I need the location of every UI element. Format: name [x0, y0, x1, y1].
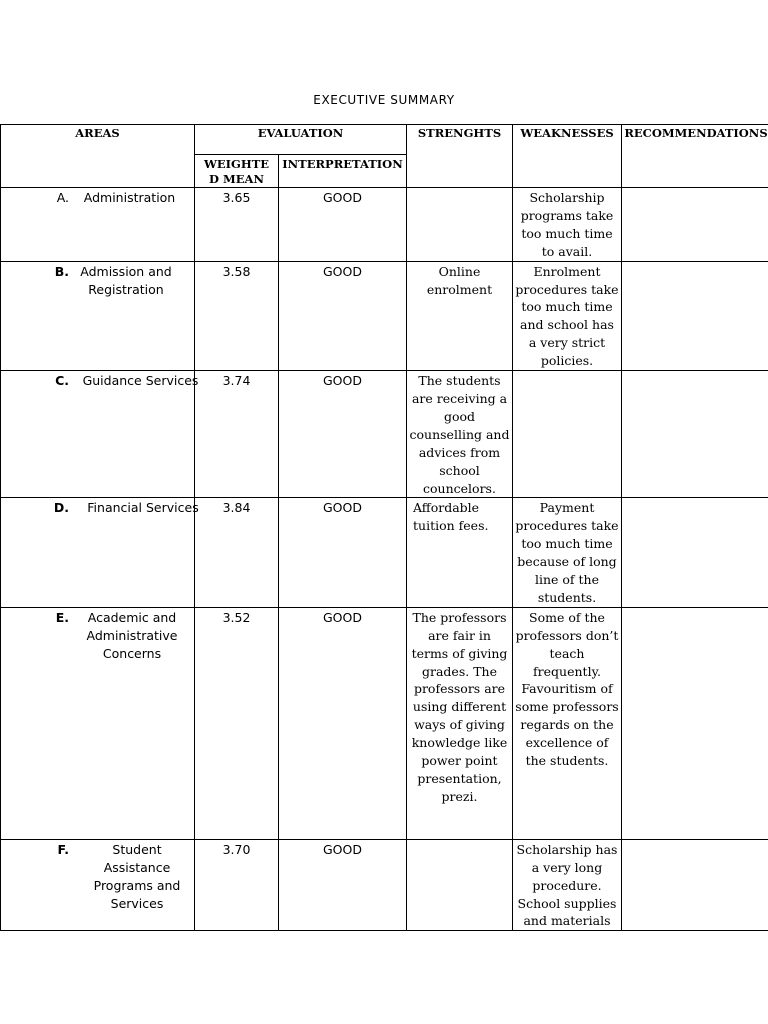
header-evaluation: EVALUATION: [195, 125, 407, 155]
area-cell: [1, 839, 195, 931]
header-weaknesses: WEAKNESSES: [513, 125, 622, 188]
strengths-cell: [407, 188, 513, 262]
recommendations-cell: [622, 839, 768, 931]
weaknesses-cell: [513, 371, 622, 498]
area-name: Guidance Services: [82, 373, 199, 389]
area-name: Financial Services: [87, 500, 199, 516]
weighted-mean-cell: 3.70: [195, 839, 279, 931]
area-cell: [1, 188, 195, 262]
weighted-mean-cell: 3.74: [195, 371, 279, 498]
area-cell: [1, 607, 195, 839]
area-name: Student Assistance Programs and Services: [93, 841, 181, 911]
interpretation-cell: GOOD: [279, 261, 407, 370]
recommendations-cell: [622, 371, 768, 498]
recommendations-cell: [622, 607, 768, 839]
header-recommendations: RECOMMENDATIONS: [622, 125, 768, 188]
area-letter: D.: [53, 500, 69, 516]
table-row: [1, 188, 768, 262]
area-cell: [1, 371, 199, 498]
table-row: [1, 498, 768, 607]
header-strengths: STRENGHTS: [407, 125, 513, 188]
interpretation-cell: GOOD: [279, 188, 407, 262]
table-row: [1, 371, 768, 498]
area-letter: E.: [55, 609, 69, 625]
page-title: EXECUTIVE SUMMARY: [313, 93, 455, 107]
interpretation-cell: GOOD: [279, 607, 407, 839]
recommendations-cell: [622, 188, 768, 262]
interpretation-cell: GOOD: [279, 371, 407, 498]
weighted-mean-cell: 3.84: [195, 498, 279, 607]
weighted-mean-cell: 3.58: [195, 261, 279, 370]
weaknesses-cell: Scholarship programs take too much time to avail.: [513, 188, 622, 262]
area-name: Academic and Administrative Concerns: [86, 609, 178, 661]
interpretation-cell: GOOD: [279, 839, 407, 931]
area-letter: C.: [55, 373, 69, 389]
strengths-cell: [407, 839, 513, 931]
weaknesses-cell: Payment procedures take too much time because of long line of the students.: [513, 498, 622, 607]
executive-summary-table: [0, 124, 768, 931]
area-letter: A.: [56, 190, 69, 205]
area-cell: [1, 261, 195, 370]
strengths-cell: Affordable tuition fees.: [407, 498, 513, 607]
weaknesses-cell: Some of the professors don’t teach frequently. Favouritism of some professors regards on the excellence of the students.: [513, 607, 622, 839]
recommendations-cell: [622, 498, 768, 607]
table-row: [1, 261, 768, 370]
weaknesses-cell: Scholarship has a very long procedure. School supplies and materials: [513, 839, 622, 931]
recommendations-cell: [622, 261, 768, 370]
strengths-cell: The students are receiving a good counselling and advices from school councelors.: [407, 371, 513, 498]
area-name: Administration: [83, 190, 176, 205]
weighted-mean-cell: 3.52: [195, 607, 279, 839]
interpretation-cell: GOOD: [279, 498, 407, 607]
strengths-cell: Online enrolment: [407, 261, 513, 370]
header-interpretation: INTERPRETATION: [279, 155, 407, 188]
weaknesses-cell: Enrolment procedures take too much time and school has a very strict policies.: [513, 261, 622, 370]
table-row: [1, 839, 768, 931]
area-letter: B.: [54, 263, 69, 279]
table-row: [1, 607, 768, 839]
area-letter: F.: [57, 841, 69, 857]
weighted-mean-cell: 3.65: [195, 188, 279, 262]
area-name: Admission and Registration: [80, 263, 172, 297]
header-weighted-mean: WEIGHTE D MEAN: [195, 155, 279, 188]
area-cell: [1, 498, 199, 607]
header-areas: AREAS: [1, 125, 195, 188]
strengths-cell: The professors are fair in terms of giving grades. The professors are using different ways of giving knowledge like power point presentation, prezi.: [407, 607, 513, 839]
